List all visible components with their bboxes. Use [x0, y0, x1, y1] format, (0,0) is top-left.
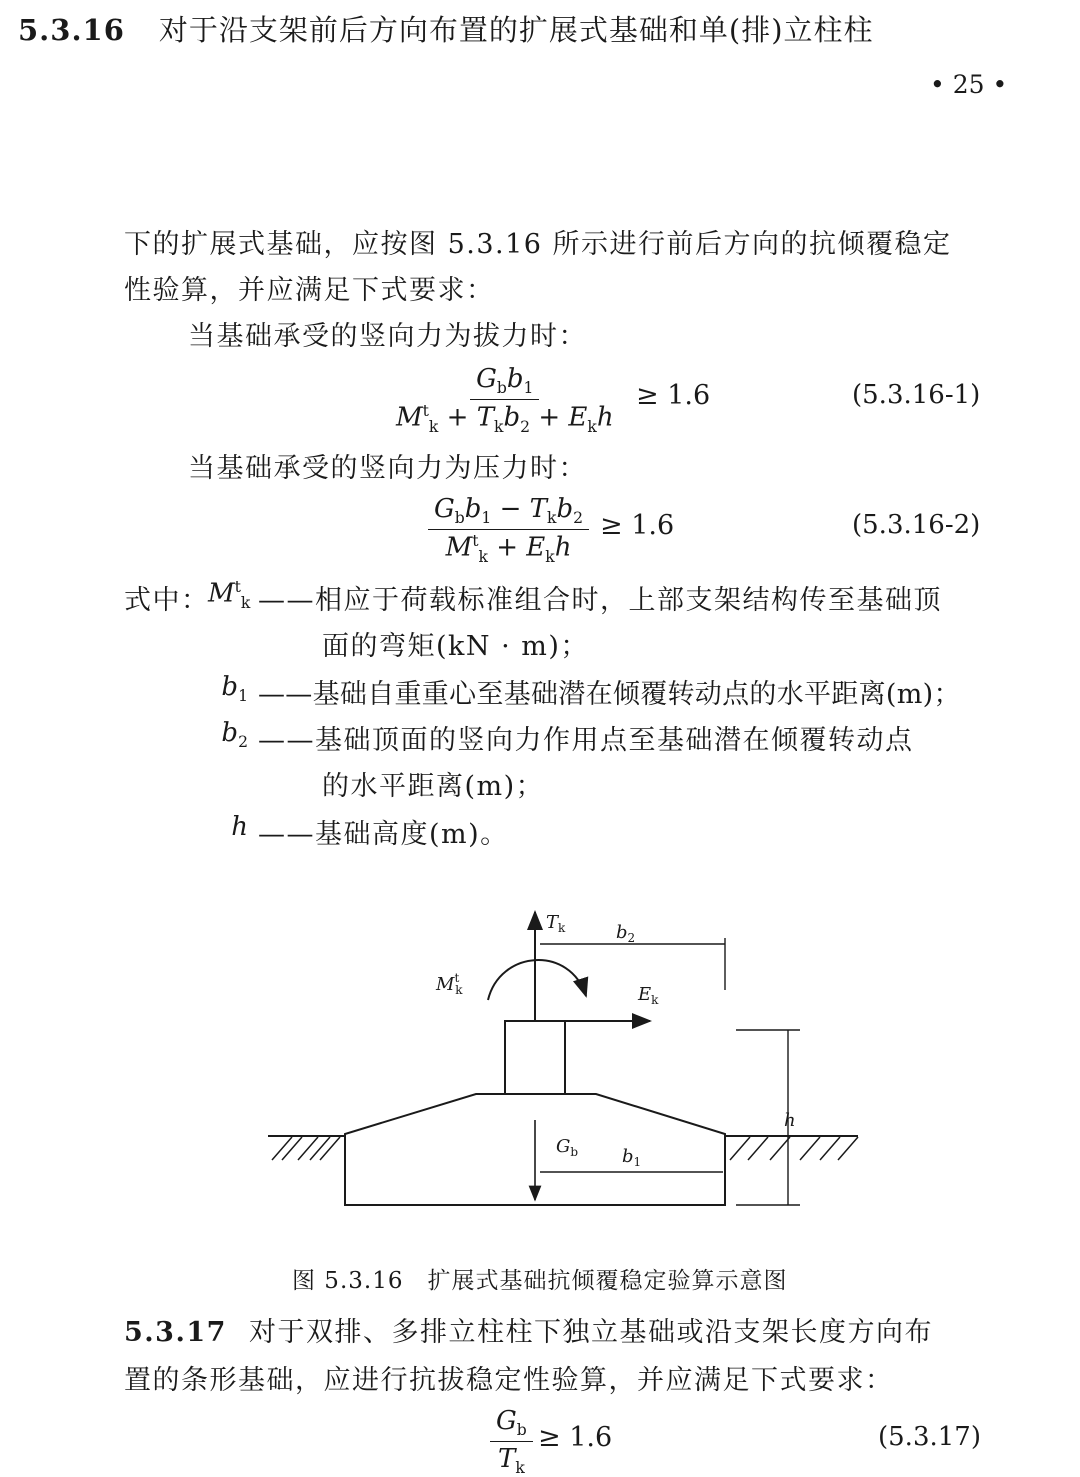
definition-b1: ——基础自重重心至基础潜在倾覆转动点的水平距离(m)； — [258, 679, 961, 710]
label-mk: $M^t$ k — [436, 971, 463, 997]
equation-2-fraction: $G_bb_1 - T_kb_2$ $M^t_k + E_kh$ — [428, 494, 589, 566]
section2-text: 对于双排、多排立柱柱下独立基础或沿支架长度方向布 — [248, 1317, 933, 1348]
figure-caption: 图 5.3.16 扩展式基础抗倾覆稳定验算示意图 — [292, 1268, 788, 1294]
moment-arc — [488, 960, 586, 1000]
definition-mk-cont: 面的弯矩(kN · m)； — [322, 631, 589, 662]
paragraph-line: 下的扩展式基础，应按图 5.3.16 所示进行前后方向的抗倾覆稳定 — [124, 229, 952, 260]
label-b2: $b_2$ — [616, 922, 636, 945]
equation-3-label: (5.3.17) — [878, 1422, 981, 1452]
case-pullout-text: 当基础承受的竖向力为拔力时： — [188, 321, 587, 352]
equation-2-limit: ≥ 1.6 — [600, 510, 675, 541]
definition-b2: ——基础顶面的竖向力作用点至基础潜在倾覆转动点 — [258, 725, 914, 756]
symbol-b2: $b_2$ — [221, 718, 248, 752]
label-tk: $T_k$ — [546, 912, 566, 935]
section-number: 5.3.16 — [18, 13, 125, 47]
equation-1-fraction: $G_bb_1$ $M^t_k + T_kb_2 + E_kh$ — [396, 364, 614, 437]
soil-hatching-right — [730, 1137, 858, 1160]
section2-number: 5.3.17 — [124, 1317, 227, 1348]
definition-mk: ——相应于荷载标准组合时，上部支架结构传至基础顶 — [258, 585, 942, 616]
section-title: 对于沿支架前后方向布置的扩展式基础和单(排)立柱柱 — [158, 13, 874, 47]
column-pier — [505, 1021, 565, 1094]
where-label: 式中： — [124, 585, 210, 616]
label-ek: $E_k$ — [638, 984, 659, 1007]
label-b1: $b_1$ — [622, 1146, 642, 1169]
symbol-b1: $b_1$ — [221, 672, 248, 706]
symbol-mk: $M^t_k$ — [208, 578, 251, 612]
equation-1-limit: ≥ 1.6 — [636, 380, 711, 411]
label-gb: $G_b$ — [556, 1136, 579, 1159]
page-number: • 25 • — [930, 70, 1008, 99]
section2-line — [124, 1310, 933, 1349]
symbol-h: h — [231, 812, 248, 842]
definition-b2-cont: 的水平距离(m)； — [322, 771, 545, 802]
section2-line-2: 置的条形基础，应进行抗拔稳定性验算，并应满足下式要求： — [124, 1365, 894, 1396]
equation-1-label: (5.3.16-1) — [852, 380, 981, 410]
equation-2-label: (5.3.16-2) — [852, 510, 981, 540]
label-h: h — [784, 1110, 796, 1131]
paragraph-line: 性验算，并应满足下式要求： — [124, 275, 495, 306]
equation-3-limit: ≥ 1.6 — [538, 1422, 613, 1453]
definition-h: ——基础高度(m)。 — [258, 819, 509, 850]
equation-3-fraction: $\frac{G_b}{T_k}$ — [490, 1406, 533, 1477]
case-compression-text: 当基础承受的竖向力为压力时： — [188, 453, 587, 484]
soil-hatching-left — [272, 1137, 340, 1160]
